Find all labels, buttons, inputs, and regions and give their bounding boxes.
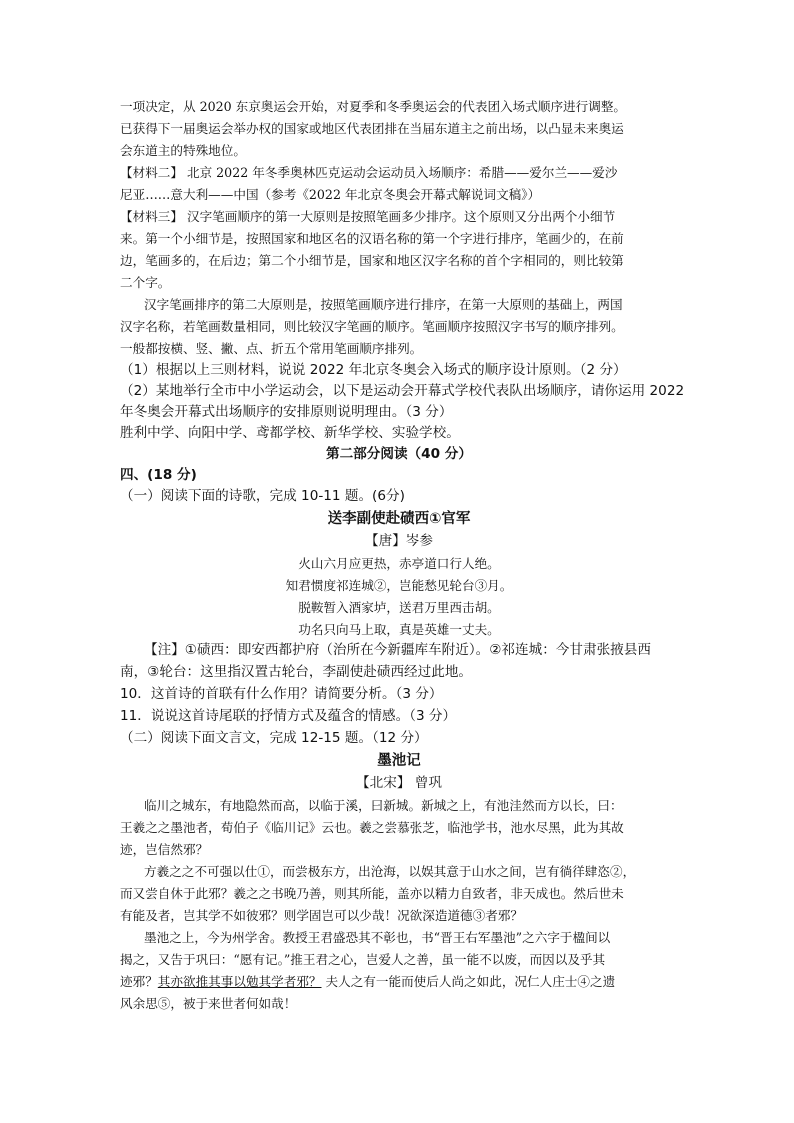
material-line: 会东道主的特殊地位。 xyxy=(120,143,246,158)
essay-author: 【北宋】 曾巩 xyxy=(356,775,442,791)
material-line: 来。第一个小细节是，按照国家和地区名的汉语名称的第一个字进行排序，笔画少的，在前 xyxy=(120,231,624,246)
part-heading: 第二部分阅读（40 分） xyxy=(326,446,472,462)
material-line: 一般都按横、竖、撇、点、折五个常用笔画顺序排列。 xyxy=(120,341,423,356)
poem-note-cont: 南，③轮台：这里指汉置古轮台，李副使赴碛西经过此地。 xyxy=(120,664,473,680)
essay-text: 迹邪？ xyxy=(120,974,158,989)
essay-line-underlined xyxy=(120,971,690,993)
poem-note: 【注】①碛西：即安西都护府（治所在今新疆库车附近）。②祁连城：今甘肃张掖县西 xyxy=(144,642,651,658)
underlined-sentence: 其亦欲推其事以勉其学者邪？ xyxy=(157,974,322,989)
poem-author: 【唐】岑参 xyxy=(365,533,433,549)
poem-title: 送李副使赴碛西①官军 xyxy=(327,511,471,527)
essay-line: 临川之城东，有地隐然而高，以临于溪，曰新城。新城之上，有池洼然而方以长，曰： xyxy=(144,798,623,813)
school-list: 胜利中学、向阳中学、鸢都学校、新华学校、实验学校。 xyxy=(120,425,460,441)
essay-line: 风余思⑤，被于来世者何如哉！ xyxy=(120,996,297,1011)
material-line: 汉字名称，若笔画数量相同，则比较汉字笔画的顺序。笔画顺序按照汉字书写的顺序排列。 xyxy=(120,319,624,334)
poem-line: 火山六月应更热，赤亭道口行人绝。 xyxy=(298,556,500,571)
material-line: 尼亚……意大利——中国（参考《2022 年北京冬奥会开幕式解说词文稿》） xyxy=(120,187,541,202)
question-10: 10．这首诗的首联有什么作用？请简要分析。（3 分） xyxy=(120,686,443,702)
poem-line: 知君惯度祁连城②，岂能愁见轮台③月。 xyxy=(285,578,513,593)
essay-line: 王羲之之墨池者，荀伯子《临川记》云也。羲之尝慕张芝，临池学书，池水尽黑，此为其故 xyxy=(120,820,624,835)
essay-line: 方羲之之不可强以仕①，而尝极东方，出沧海，以娱其意于山水之间，岂有徜徉肆恣②， xyxy=(144,864,636,879)
poem-line: 脱鞍暂入酒家垆，送君万里西击胡。 xyxy=(298,600,500,615)
question-2-cont: 年冬奥会开幕式出场顺序的安排原则说明理由。（3 分） xyxy=(120,404,453,420)
essay-line: 而又尝自休于此邪？羲之之书晚乃善，则其所能，盖亦以精力自致者，非天成也。然后世未 xyxy=(120,886,624,901)
section-heading: 四、(18 分) xyxy=(120,467,197,483)
question-2: （2）某地举行全市中小学运动会，以下是运动会开幕式学校代表队出场顺序，请你运用 2022 xyxy=(120,383,685,399)
material-line: 二个字。 xyxy=(120,275,171,290)
essay-line: 揭之，又告于巩曰：“愿有记。”推王君之心，岂爱人之善，虽一能不以废，而因以及乎其 xyxy=(120,952,606,967)
material-line: 边，笔画多的，在后边；第二个小细节是，国家和地区汉字名称的首个字相同的，则比较第 xyxy=(120,253,624,268)
essay-line: 有能及者，岂其学不如彼邪？则学固岂可以少哉！况欲深造道德③者邪？ xyxy=(120,908,523,923)
question-1: （1）根据以上三则材料，说说 2022 年北京冬奥会入场式的顺序设计原则。（2 分） xyxy=(120,362,627,378)
subsection-essay: （二）阅读下面文言文，完成 12-15 题。（12 分） xyxy=(120,730,428,746)
material-line: 汉字笔画排序的第二大原则是，按照笔画顺序进行排序，在第一大原则的基础上，两国 xyxy=(144,297,623,312)
material-line: 一项决定，从 2020 东京奥运会开始，对夏季和冬季奥运会的代表团入场式顺序进行调整。 xyxy=(120,99,627,114)
essay-line: 墨池之上，今为州学舍。教授王君盛恐其不彰也，书“晋王右军墨池”之六字于楹间以 xyxy=(144,930,611,945)
essay-title: 墨池记 xyxy=(377,753,421,769)
essay-line: 迹，岂信然邪？ xyxy=(120,842,209,857)
material-two-line: 【材料二】 北京 2022 年冬季奥林匹克运动会运动员入场顺序：希腊——爱尔兰——爱沙 xyxy=(120,165,618,180)
material-three-line: 【材料三】 汉字笔画顺序的第一大原则是按照笔画多少排序。这个原则又分出两个小细节 xyxy=(120,209,616,224)
material-line: 已获得下一届奥运会举办权的国家或地区代表团排在当届东道主之前出场，以凸显未来奥运 xyxy=(120,121,624,136)
essay-text: 夫人之有一能而使后人尚之如此，况仁人庄士④之遗 xyxy=(325,974,616,989)
poem-line: 功名只向马上取，真是英雄一丈夫。 xyxy=(298,622,500,637)
question-11: 11．说说这首诗尾联的抒情方式及蕴含的情感。（3 分） xyxy=(120,708,457,724)
subsection-poem: （一）阅读下面的诗歌，完成 10-11 题。(6分) xyxy=(120,488,405,504)
